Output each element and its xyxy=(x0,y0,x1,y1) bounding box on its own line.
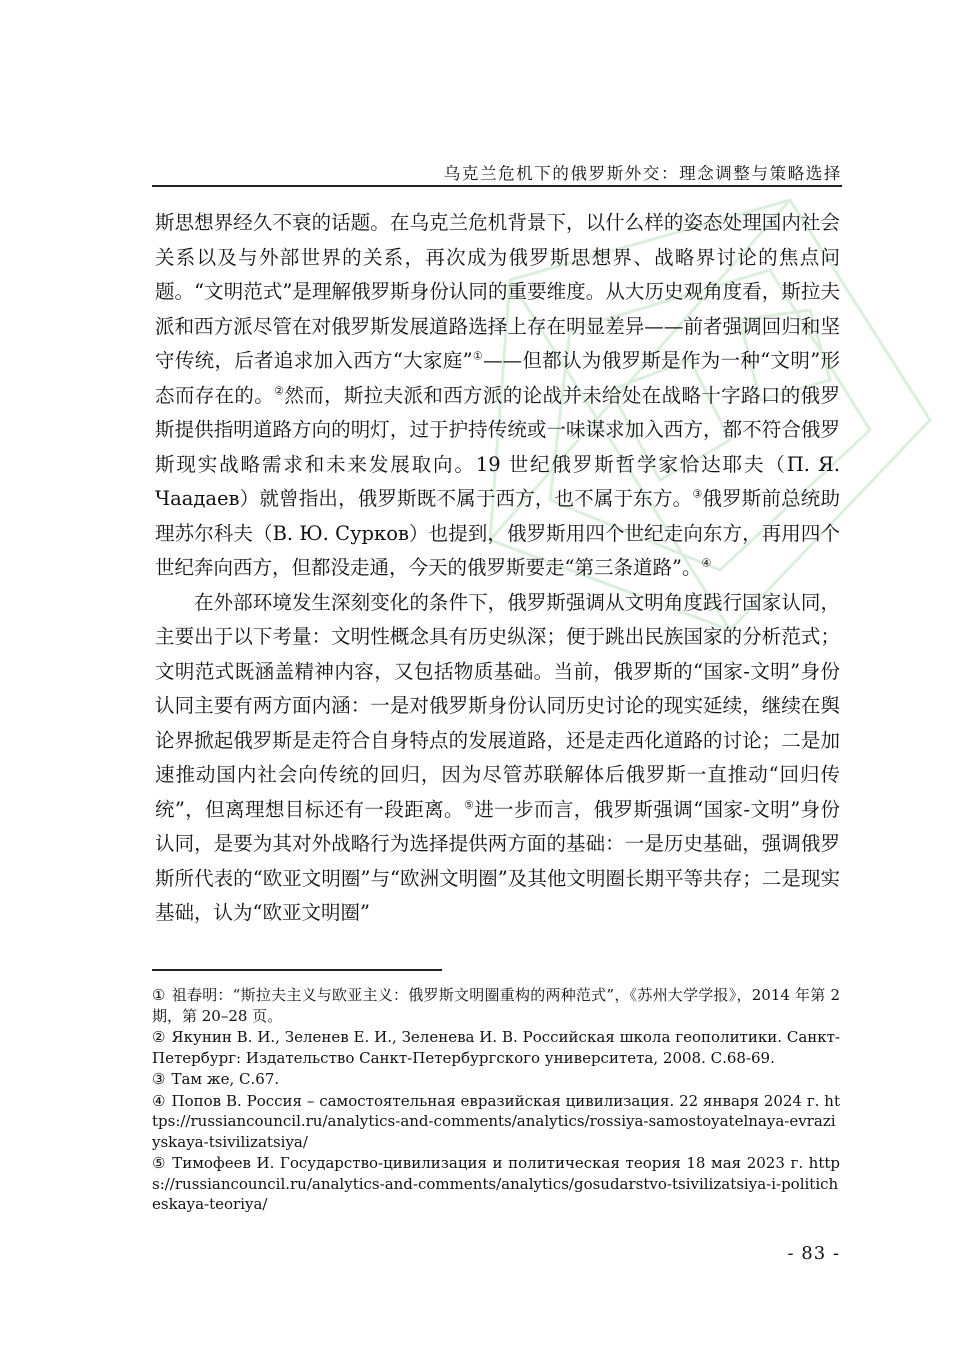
footnote-reference[interactable]: ② xyxy=(274,384,285,397)
footnote-item xyxy=(152,1069,840,1090)
paragraph-text: 俄罗斯前总统助理苏尔科夫（В. Ю. Сурков）也提到，俄罗斯用四个世纪走向东方，再用四个世纪奔向西方，但都没走通，今天的俄罗斯要走“第三条道路”。 xyxy=(155,487,840,579)
header-rule xyxy=(152,185,842,187)
footnote-text: Якунин В. И., Зеленев Е. И., Зеленева И. В. Российская школа геополитики. Санкт-Петербург: Издательство Санкт-Петербургского университета, 2008. С.68-69. xyxy=(152,1028,840,1067)
paragraph-text: 然而，斯拉夫派和西方派的论战并未给处在战略十字路口的俄罗斯提供指明道路方向的明灯，过于护持传统或一味谋求加入西方，都不符合俄罗斯现实战略需求和未来发展取向。19 世纪俄罗斯哲学家恰达耶夫（П. Я. Чаадаев）就曾指出，俄罗斯既不属于西方，也不属于东方。 xyxy=(155,383,840,510)
paragraph-text: 斯思想界经久不衰的话题。在乌克兰危机背景下，以什么样的姿态处理国内社会关系以及与外部世界的关系，再次成为俄罗斯思想界、战略界讨论的焦点问题。“文明范式”是理解俄罗斯身份认同的重要维度。从大历史观角度看，斯拉夫派和西方派尽管在对俄罗斯发展道路选择上存在明显差异——前者强调回归和坚守传统，后者追求加入西方“大家庭” xyxy=(155,211,840,372)
footnote-text: Тимофеев И. Государство-цивилизация и политическая теория 18 мая 2023 г. https://russiancouncil.ru/analytics-and-comments/analytics/gosudarstvo-tsivilizatsiya-i-politicheskaya-teoriya/ xyxy=(152,1154,840,1213)
footnote-text: Там же, С.67. xyxy=(171,1070,280,1088)
body-text xyxy=(155,206,840,931)
paragraph-text: 进一步而言，俄罗斯强调“国家-文明”身份认同，是要为其对外战略行为选择提供两方面的基础：一是历史基础，强调俄罗斯所代表的“欧亚文明圈”与“欧洲文明圈”及其他文明圈长期平等共存；二是现实基础，认为“欧亚文明圈” xyxy=(155,797,840,924)
footnote-item xyxy=(152,1091,840,1153)
footnote-separator xyxy=(152,969,442,971)
page-number: - 83 - xyxy=(787,1243,840,1264)
footnote-marker: ⑤ xyxy=(152,1154,167,1172)
footnote-text: 祖春明：“斯拉夫主义与欧亚主义：俄罗斯文明圈重构的两种范式”，《苏州大学学报》，2014 年第 2 期，第 20–28 页。 xyxy=(152,986,840,1025)
footnote-item xyxy=(152,1153,840,1215)
paragraph-text: ——但都认为俄罗斯是作为一种“文明”形态而存在的。 xyxy=(155,349,840,407)
footnote-marker: ④ xyxy=(152,1091,166,1110)
footnote-reference[interactable]: ③ xyxy=(692,487,703,501)
footnote-marker: ③ xyxy=(152,1070,166,1088)
running-header: 乌克兰危机下的俄罗斯外交：理念调整与策略选择 xyxy=(443,164,842,183)
footnote-reference[interactable]: ⑤ xyxy=(463,798,475,811)
footnote-reference[interactable]: ① xyxy=(472,349,484,363)
body-paragraph xyxy=(155,586,840,931)
footnote-marker: ① xyxy=(152,986,166,1004)
footnote-marker: ② xyxy=(152,1028,166,1046)
footnote-text: Попов В. Россия – самостоятельная евразийская цивилизация. 22 января 2024 г. https://russiancouncil.ru/analytics-and-comments/analytics/rossiya-samostoyatelnaya-evraziyskaya-tsivilizatsiya/ xyxy=(152,1091,840,1151)
body-paragraph xyxy=(155,206,840,586)
footnote-item xyxy=(152,985,840,1026)
footnote-item xyxy=(152,1027,840,1068)
footnotes xyxy=(152,985,840,1216)
footnote-reference[interactable]: ④ xyxy=(701,556,712,570)
paragraph-text: 在外部环境发生深刻变化的条件下，俄罗斯强调从文明角度践行国家认同，主要出于以下考量：文明性概念具有历史纵深；便于跳出民族国家的分析范式；文明范式既涵盖精神内容，又包括物质基础。当前，俄罗斯的“国家-文明”身份认同主要有两方面内涵：一是对俄罗斯身份认同历史讨论的现实延续，继续在舆论界掀起俄罗斯是走符合自身特点的发展道路，还是走西化道路的讨论；二是加速推动国内社会向传统的回归，因为尽管苏联解体后俄罗斯一直推动“回归传统”，但离理想目标还有一段距离。 xyxy=(155,590,840,821)
